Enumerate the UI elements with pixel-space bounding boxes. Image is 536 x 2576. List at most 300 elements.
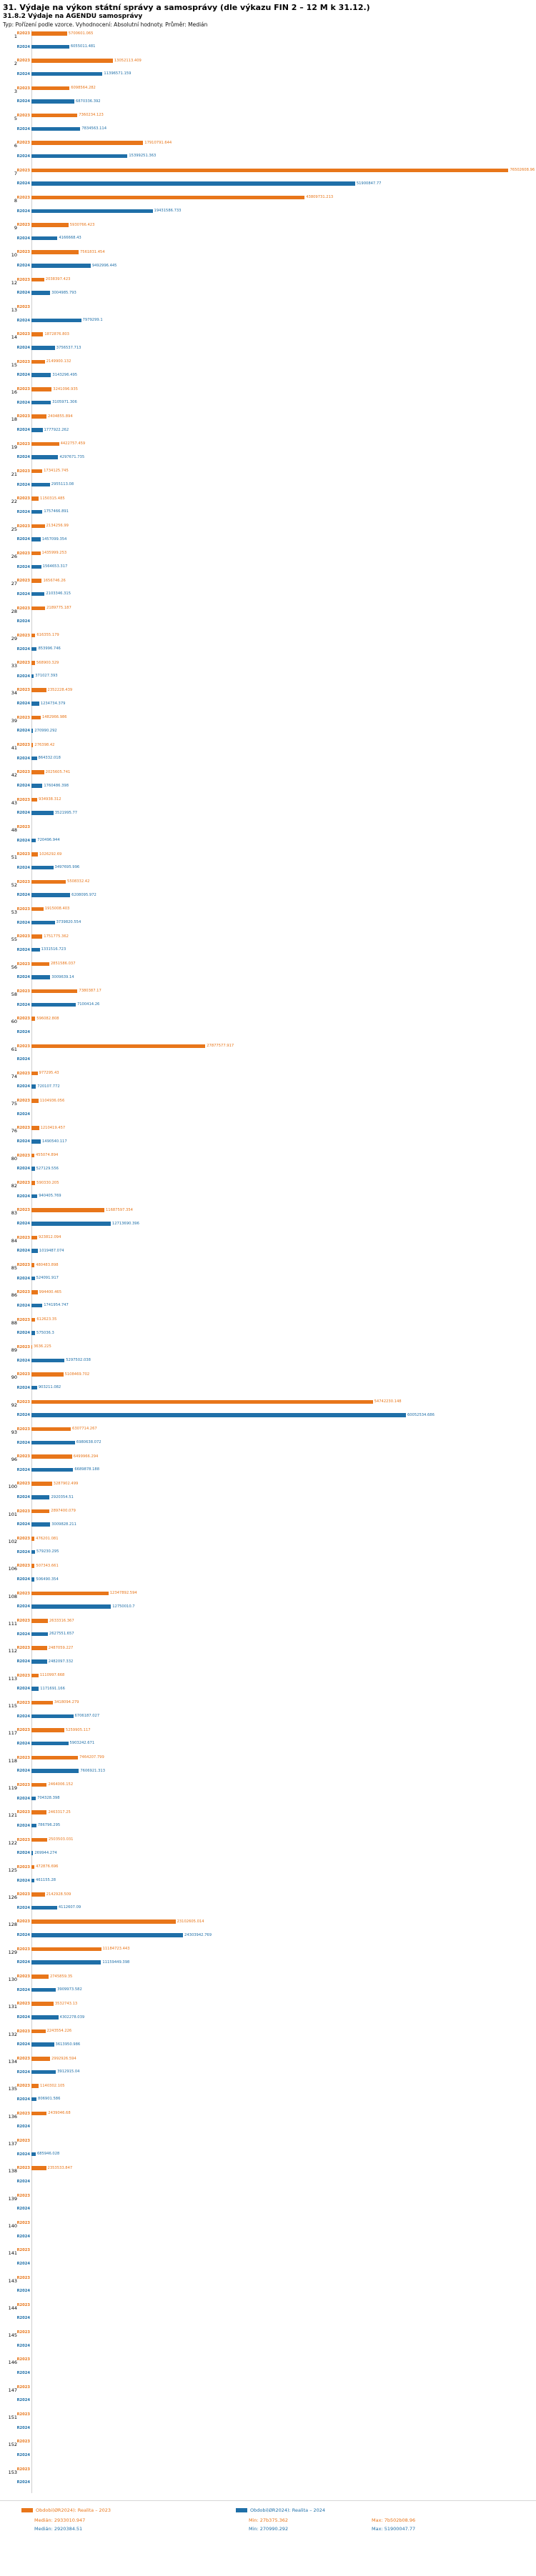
category-label: 27 (11, 581, 17, 587)
bar-value-label-2023: 76502608.96 (510, 168, 535, 173)
series-label-2024: R2024 (16, 1549, 30, 1554)
category-label: 82 (11, 1183, 17, 1189)
bar-value-label-2023: 1104936.056 (39, 1098, 65, 1103)
bar-2023 (31, 387, 51, 391)
page-title: 31. Výdaje na výkon státní správy a samosprávy (dle výkazu FIN 2 – 12 M k 31.12.) (3, 3, 370, 12)
bar-2024 (31, 428, 43, 432)
bar-2023 (31, 1646, 47, 1650)
bar-2024 (31, 72, 102, 76)
bar-2024 (31, 1468, 73, 1472)
series-label-2023: R2023 (16, 1454, 30, 1459)
bar-2023 (31, 1674, 39, 1678)
bar-value-label-2023: 23102605.014 (177, 1919, 204, 1924)
series-label-2024: R2024 (16, 838, 30, 843)
bar-2023 (31, 798, 37, 802)
category-label: 121 (8, 1812, 17, 1819)
bar-value-label-2023: 994400.465 (39, 1289, 62, 1294)
bar-value-label-2024: 1331516.723 (41, 947, 66, 952)
chart-legend (0, 2500, 536, 2543)
category-label: 9 (14, 225, 17, 231)
bar-value-label-2024: 51900847.77 (356, 181, 382, 186)
bar-2024 (31, 1769, 79, 1773)
category-label: 85 (11, 1265, 17, 1271)
bar-2023 (31, 880, 66, 884)
category-label: 125 (8, 1867, 17, 1873)
bar-value-label-2024: 524091.917 (36, 1276, 59, 1281)
series-label-2024: R2024 (16, 126, 30, 131)
category-label: 128 (8, 1922, 17, 1928)
category-label: 19 (11, 444, 17, 450)
series-label-2024: R2024 (16, 2125, 30, 2130)
bar-value-label-2024: 5297502.038 (66, 1358, 91, 1363)
series-label-2023: R2023 (16, 2385, 30, 2390)
bar-value-label-2023: 480483.898 (36, 1262, 59, 1267)
series-label-2024: R2024 (16, 154, 30, 159)
series-label-2023: R2023 (16, 2138, 30, 2143)
series-label-2023: R2023 (16, 1126, 30, 1131)
bar-value-label-2024: 12750010.7 (112, 1604, 135, 1609)
bar-value-label-2024: 7606921.313 (80, 1768, 106, 1773)
bar-2023 (31, 1537, 34, 1541)
bar-value-label-2023: 2897400.079 (51, 1509, 76, 1514)
series-label-2023: R2023 (16, 2302, 30, 2307)
bar-2024 (31, 1604, 111, 1609)
bar-2024 (31, 1249, 38, 1253)
category-label: 96 (11, 1457, 17, 1463)
category-label: 152 (8, 2442, 17, 2448)
bar-2024 (31, 1441, 75, 1445)
series-label-2024: R2024 (16, 702, 30, 707)
series-label-2023: R2023 (16, 359, 30, 364)
series-label-2023: R2023 (16, 1372, 30, 1377)
category-label: 112 (8, 1648, 17, 1654)
series-label-2024: R2024 (16, 99, 30, 104)
bar-2024 (31, 674, 34, 679)
bar-2023 (31, 1290, 38, 1294)
bar-2024 (31, 45, 69, 49)
series-label-2024: R2024 (16, 564, 30, 569)
bar-2024 (31, 1084, 36, 1089)
bar-2024 (31, 291, 50, 295)
bar-value-label-2024: 3009828.211 (51, 1522, 76, 1527)
bar-value-label-2024: 3497695.996 (54, 865, 80, 870)
category-label: 53 (11, 909, 17, 915)
series-label-2023: R2023 (16, 2248, 30, 2253)
series-label-2023: R2023 (16, 1673, 30, 1678)
bar-value-label-2024: 3009639.14 (51, 974, 74, 979)
series-label-2023: R2023 (16, 195, 30, 200)
bar-2023 (31, 1400, 373, 1404)
bar-2024 (31, 373, 51, 377)
bar-value-label-2024: 3105971.306 (52, 400, 77, 405)
bar-value-label-2024: 4297671.735 (59, 454, 85, 459)
series-label-2024: R2024 (16, 1249, 30, 1254)
bar-2024 (31, 510, 42, 514)
bar-2023 (31, 1044, 205, 1049)
series-label-2023: R2023 (16, 1646, 30, 1651)
bar-value-label-2024: 2627551.657 (49, 1632, 74, 1637)
bar-value-label-2023: 476201.081 (36, 1536, 59, 1541)
series-label-2023: R2023 (16, 277, 30, 282)
bar-value-label-2023: 5259905.117 (65, 1727, 91, 1732)
series-label-2024: R2024 (16, 400, 30, 405)
series-label-2023: R2023 (16, 770, 30, 775)
category-label: 111 (8, 1621, 17, 1627)
series-label-2023: R2023 (16, 496, 30, 501)
bar-value-label-2023: 977295.43 (39, 1071, 59, 1076)
series-label-2023: R2023 (16, 441, 30, 446)
bar-value-label-2024: 1564653.317 (42, 564, 68, 569)
bar-value-label-2024: 4112607.09 (58, 1905, 81, 1910)
bar-2023 (31, 634, 35, 638)
series-label-2023: R2023 (16, 2440, 30, 2445)
series-label-2024: R2024 (16, 537, 30, 542)
bar-value-label-2023: 923812.094 (39, 1235, 61, 1240)
bar-2023 (31, 1756, 78, 1760)
category-label: 90 (11, 1374, 17, 1381)
bar-2023 (31, 551, 41, 556)
series-label-2024: R2024 (16, 1823, 30, 1828)
series-label-2023: R2023 (16, 1181, 30, 1186)
series-label-2024: R2024 (16, 44, 30, 49)
category-label: 25 (11, 526, 17, 532)
bar-2024 (31, 264, 91, 268)
category-label: 1 (14, 34, 17, 39)
bar-value-label-2023: 2353533.847 (47, 2165, 73, 2170)
bar-value-label-2023: 7380387.17 (79, 989, 101, 994)
bar-value-label-2023: 2503503.031 (48, 1837, 74, 1842)
series-label-2024: R2024 (16, 1632, 30, 1637)
bar-value-label-2023: 596082.808 (36, 1016, 59, 1021)
bar-value-label-2023: 6307714.267 (72, 1427, 97, 1432)
bar-value-label-2023: 3287902.499 (53, 1481, 79, 1486)
series-label-2024: R2024 (16, 729, 30, 734)
bar-value-label-2023: 2149900.132 (46, 359, 71, 364)
bar-value-label-2024: 4302278.039 (59, 2015, 85, 2020)
bar-2023 (31, 442, 59, 446)
bar-2023 (31, 1427, 71, 1432)
bar-value-label-2024: 903211.082 (38, 1385, 61, 1390)
bar-value-label-2024: 5903242.671 (69, 1741, 95, 1746)
legend-min-2023: Min: 27b375.362 (249, 2517, 289, 2523)
bar-value-label-2023: 5108469.702 (64, 1372, 90, 1377)
legend-label-2023: Obdobi(ØR2024): Realita – 2023 (36, 2507, 111, 2513)
series-label-2023: R2023 (16, 989, 30, 994)
series-label-2024: R2024 (16, 591, 30, 596)
category-label: 126 (8, 1894, 17, 1901)
bar-2023 (31, 743, 33, 747)
series-label-2023: R2023 (16, 1919, 30, 1924)
bar-value-label-2023: 54742230.148 (374, 1399, 402, 1404)
bar-value-label-2023: 2134256.99 (46, 524, 69, 529)
category-label: 41 (11, 745, 17, 752)
category-label: 118 (8, 1757, 17, 1764)
series-label-2024: R2024 (16, 1987, 30, 1992)
bar-value-label-2023: 2633316.367 (49, 1618, 74, 1623)
series-label-2023: R2023 (16, 743, 30, 748)
bar-2023 (31, 661, 35, 665)
bar-2023 (31, 1372, 64, 1377)
category-label: 7 (14, 170, 17, 176)
series-label-2023: R2023 (16, 387, 30, 392)
legend-divider (0, 2500, 536, 2501)
series-label-2023: R2023 (16, 168, 30, 173)
series-label-2023: R2023 (16, 2357, 30, 2362)
bar-value-label-2023: 11687597.354 (105, 1207, 133, 1212)
chart-subtitle: 31.8.2 Výdaje na AGENDU samosprávy (3, 13, 143, 20)
series-label-2023: R2023 (16, 1864, 30, 1869)
category-label: 26 (11, 553, 17, 559)
value-axis-line (31, 30, 32, 2493)
bar-2023 (31, 469, 42, 474)
bar-2023 (31, 579, 41, 583)
bar-value-label-2023: 1026292.69 (39, 852, 62, 857)
bar-2023 (31, 1810, 46, 1814)
series-label-2023: R2023 (16, 1099, 30, 1104)
series-label-2024: R2024 (16, 71, 30, 76)
bar-2023 (31, 2030, 46, 2034)
category-label: 84 (11, 1237, 17, 1244)
bar-2024 (31, 1550, 35, 1554)
bar-2023 (31, 250, 79, 254)
bar-value-label-2024: 7834563.114 (81, 126, 106, 131)
series-label-2023: R2023 (16, 1017, 30, 1022)
series-label-2023: R2023 (16, 661, 30, 666)
bar-value-label-2024: 2482097.332 (48, 1659, 74, 1664)
bar-2023 (31, 1482, 52, 1486)
category-label: 80 (11, 1155, 17, 1162)
category-label: 135 (8, 2086, 17, 2092)
series-label-2024: R2024 (16, 1331, 30, 1336)
bar-value-label-2023: 2243554.226 (46, 2029, 72, 2034)
bar-2024 (31, 811, 54, 815)
bar-2023 (31, 934, 42, 939)
bar-value-label-2024: 3909973.582 (57, 1987, 82, 1992)
category-label: 34 (11, 690, 17, 697)
series-label-2023: R2023 (16, 1591, 30, 1596)
bar-value-label-2024: 575036.3 (36, 1330, 54, 1335)
series-label-2023: R2023 (16, 2084, 30, 2089)
category-label: 129 (8, 1949, 17, 1955)
series-label-2024: R2024 (16, 1933, 30, 1938)
series-label-2024: R2024 (16, 209, 30, 214)
bar-value-label-2023: 2025605.741 (45, 769, 71, 774)
bar-2023 (31, 1509, 49, 1514)
bar-2024 (31, 1167, 35, 1171)
bar-value-label-2023: 5508332.42 (67, 879, 90, 884)
bar-value-label-2024: 270990.292 (34, 728, 57, 733)
bar-chart-plot (0, 30, 536, 2493)
category-label: 60 (11, 1019, 17, 1025)
category-label: 131 (8, 2004, 17, 2010)
bar-2024 (31, 1194, 37, 1199)
category-label: 18 (11, 416, 17, 423)
series-label-2024: R2024 (16, 2371, 30, 2376)
bar-2023 (31, 169, 508, 173)
series-label-2024: R2024 (16, 1029, 30, 1034)
series-label-2024: R2024 (16, 865, 30, 870)
series-label-2023: R2023 (16, 1728, 30, 1733)
category-label: 12 (11, 279, 17, 286)
series-label-2024: R2024 (16, 2453, 30, 2458)
bar-2024 (31, 537, 41, 541)
series-label-2024: R2024 (16, 2042, 30, 2047)
bar-value-label-2024: 806901.586 (38, 2097, 61, 2102)
bar-value-label-2023: 7360234.123 (79, 113, 104, 118)
series-label-2024: R2024 (16, 1687, 30, 1692)
bar-2024 (31, 1359, 64, 1363)
series-label-2024: R2024 (16, 947, 30, 952)
bar-2023 (31, 989, 77, 994)
bar-2023 (31, 2084, 39, 2088)
category-label: 16 (11, 389, 17, 396)
bar-value-label-2023: 568900.329 (36, 660, 59, 665)
bar-value-label-2024: 506490.354 (36, 1577, 59, 1582)
bar-2023 (31, 1154, 34, 1158)
series-label-2024: R2024 (16, 1495, 30, 1500)
bar-2024 (31, 565, 41, 569)
series-label-2023: R2023 (16, 579, 30, 584)
bar-value-label-2023: 12347892.594 (109, 1591, 137, 1596)
bar-value-label-2024: 12713690.396 (111, 1221, 139, 1226)
series-label-2024: R2024 (16, 811, 30, 816)
series-label-2024: R2024 (16, 1139, 30, 1144)
series-label-2024: R2024 (16, 1960, 30, 1965)
series-label-2024: R2024 (16, 647, 30, 652)
bar-2023 (31, 332, 43, 336)
bar-value-label-2023: 2464006.152 (48, 1782, 74, 1787)
bar-2023 (31, 141, 143, 145)
bar-2024 (31, 1495, 49, 1499)
series-label-2023: R2023 (16, 1071, 30, 1076)
bar-2024 (31, 702, 39, 706)
bar-value-label-2024: 9492996.445 (91, 263, 117, 268)
bar-2024 (31, 1577, 34, 1582)
bar-value-label-2023: 11184723.443 (102, 1947, 130, 1952)
series-label-2023: R2023 (16, 1975, 30, 1980)
bar-2024 (31, 1522, 50, 1527)
category-label: 140 (8, 2222, 17, 2229)
bar-value-label-2024: 685946.028 (36, 2152, 60, 2157)
bar-2024 (31, 757, 37, 761)
category-label: 14 (11, 334, 17, 341)
bar-value-label-2024: 6870336.392 (75, 99, 101, 104)
bar-value-label-2024: 2920354.51 (51, 1494, 74, 1499)
bar-2023 (31, 1072, 38, 1076)
category-label: 151 (8, 2415, 17, 2421)
bar-2024 (31, 1742, 69, 1746)
series-label-2023: R2023 (16, 305, 30, 310)
bar-2024 (31, 2152, 36, 2157)
bar-value-label-2024: 864332.018 (38, 756, 61, 761)
bar-value-label-2023: 472876.696 (36, 1864, 59, 1869)
bar-value-label-2024: 853996.746 (38, 647, 61, 651)
category-label: 39 (11, 717, 17, 724)
category-label: 29 (11, 635, 17, 641)
series-label-2024: R2024 (16, 1303, 30, 1308)
bar-2023 (31, 1181, 35, 1185)
bar-2024 (31, 1714, 74, 1719)
series-label-2024: R2024 (16, 1878, 30, 1883)
series-label-2023: R2023 (16, 2275, 30, 2280)
bar-value-label-2023: 2404855.894 (47, 414, 73, 419)
bar-value-label-2024: 720496.944 (37, 838, 60, 843)
series-label-2024: R2024 (16, 482, 30, 487)
category-label: 138 (8, 2168, 17, 2175)
bar-2023 (31, 1728, 64, 1732)
bar-value-label-2023: 1656746.26 (43, 578, 66, 583)
bar-value-label-2023: 276398.42 (34, 742, 55, 747)
series-label-2023: R2023 (16, 633, 30, 638)
series-label-2024: R2024 (16, 318, 30, 323)
bar-2024 (31, 483, 50, 487)
series-label-2024: R2024 (16, 373, 30, 378)
bar-2023 (31, 223, 69, 227)
bar-value-label-2024: 3613950.986 (55, 2042, 81, 2047)
series-label-2024: R2024 (16, 1112, 30, 1117)
bar-2023 (31, 360, 45, 364)
category-label: 83 (11, 1210, 17, 1217)
series-label-2024: R2024 (16, 674, 30, 679)
series-label-2024: R2024 (16, 1769, 30, 1774)
category-label: 143 (8, 2277, 17, 2284)
legend-max-2023: Max: 7b502b08.96 (372, 2517, 416, 2523)
bar-value-label-2023: 5930766.423 (69, 222, 95, 227)
bar-value-label-2023: 1751775.362 (44, 934, 69, 939)
series-label-2024: R2024 (16, 1851, 30, 1856)
series-label-2023: R2023 (16, 1509, 30, 1514)
series-label-2024: R2024 (16, 1276, 30, 1281)
bar-value-label-2024: 704328.398 (37, 1796, 60, 1801)
category-label: 130 (8, 1977, 17, 1983)
series-label-2024: R2024 (16, 975, 30, 980)
series-label-2024: R2024 (16, 1358, 30, 1363)
bar-2024 (31, 1304, 42, 1308)
bar-2023 (31, 86, 69, 91)
series-label-2024: R2024 (16, 455, 30, 460)
series-label-2024: R2024 (16, 2316, 30, 2321)
series-label-2024: R2024 (16, 1905, 30, 1910)
bar-2023 (31, 114, 77, 118)
category-label: 8 (14, 197, 17, 204)
category-label: 6 (14, 143, 17, 149)
bar-2023 (31, 1263, 34, 1267)
category-label: 89 (11, 1347, 17, 1353)
bar-2023 (31, 196, 304, 200)
bar-value-label-2023: 507343.661 (36, 1563, 59, 1568)
bar-2023 (31, 1318, 35, 1322)
bar-2023 (31, 907, 44, 912)
bar-value-label-2024: 11396571.159 (104, 71, 131, 76)
category-label: 48 (11, 827, 17, 834)
category-label: 139 (8, 2195, 17, 2202)
bar-2023 (31, 1345, 32, 1349)
chart-type-line: Typ: Pořízení podle vzorce. Vyhodnocení: Absolutní hodnoty. Průměr: Medián (3, 21, 208, 28)
bar-value-label-2024: 3521995.77 (54, 810, 78, 815)
category-label: 119 (8, 1784, 17, 1791)
series-label-2023: R2023 (16, 2193, 30, 2198)
category-label: 132 (8, 2031, 17, 2037)
bar-2024 (31, 319, 81, 323)
bar-value-label-2023: 1915008.403 (44, 907, 70, 912)
series-label-2023: R2023 (16, 688, 30, 693)
bar-2024 (31, 1413, 406, 1417)
bar-value-label-2024: 3739820.554 (56, 920, 81, 925)
bar-value-label-2023: 6499966.294 (73, 1454, 99, 1459)
series-label-2024: R2024 (16, 1222, 30, 1227)
bar-2024 (31, 1139, 41, 1144)
bar-2023 (31, 1783, 46, 1787)
